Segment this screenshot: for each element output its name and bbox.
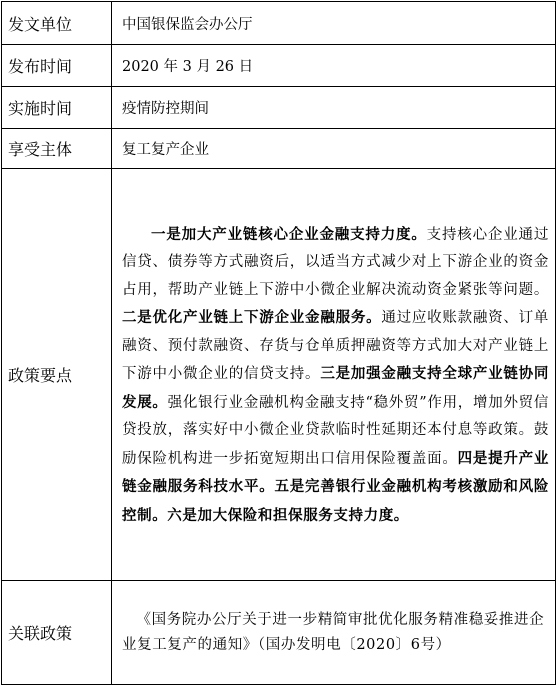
related-policy-cell	[112, 581, 556, 685]
related-policy-text: 《国务院办公厅关于进一步精简审批优化服务精准稳妥推进企业复工复产的通知》（国办发明电〔2020〕6号）	[122, 611, 545, 653]
point-segment: 支持核心企业通过信贷、债券等方式融资后，以适当方式减少对上下游企业的资金占用，帮助产业链上下游中小微企业解决流动资金紧张等问题。	[122, 226, 549, 298]
issuing-unit-label: 发文单位	[2, 2, 112, 45]
release-date-label: 发布时间	[2, 45, 112, 87]
release-date-value: 2020 年 3 月 26 日	[112, 45, 556, 87]
point-segment: 三是加强金融支持全球产业链协同发展。	[122, 365, 549, 411]
policy-points-cell	[112, 169, 556, 581]
row-beneficiary	[2, 129, 556, 169]
point-segment: 四是提升产业链金融服务科技水平。五是完善银行业金融机构考核激励和风险控制。六是加大保险和担保服务支持力度。	[122, 449, 549, 524]
row-policy-points	[2, 169, 556, 581]
point-segment: 强化银行业金融机构金融支持“稳外贸”作用，增加外贸信贷投放，落实好中小微企业贷款临时性延期还本付息等政策。鼓励保险机构进一步拓宽短期出口信用保险覆盖面。	[122, 394, 549, 467]
point-segment: 通过应收账款融资、订单融资、预付款融资、存货与仓单质押融资等方式加大对产业链上下游中小微企业的信贷支持。	[122, 310, 549, 383]
policy-info-table	[1, 1, 556, 685]
row-issuing-unit	[2, 2, 556, 45]
point-segment: 二是优化产业链上下游企业金融服务。	[122, 309, 382, 327]
implementation-period-label: 实施时间	[2, 87, 112, 129]
beneficiary-value: 复工复产企业	[112, 129, 556, 169]
row-release-date	[2, 45, 556, 87]
policy-points-text	[122, 219, 549, 531]
beneficiary-label: 享受主体	[2, 129, 112, 169]
row-implementation-period	[2, 87, 556, 129]
implementation-period-value: 疫情防控期间	[112, 87, 556, 129]
related-policy-label: 关联政策	[2, 581, 112, 685]
point-segment: 一是加大产业链核心企业金融支持力度。	[151, 225, 427, 243]
issuing-unit-value: 中国银保监会办公厅	[112, 2, 556, 45]
policy-points-label: 政策要点	[2, 169, 112, 581]
row-related-policy	[2, 581, 556, 685]
